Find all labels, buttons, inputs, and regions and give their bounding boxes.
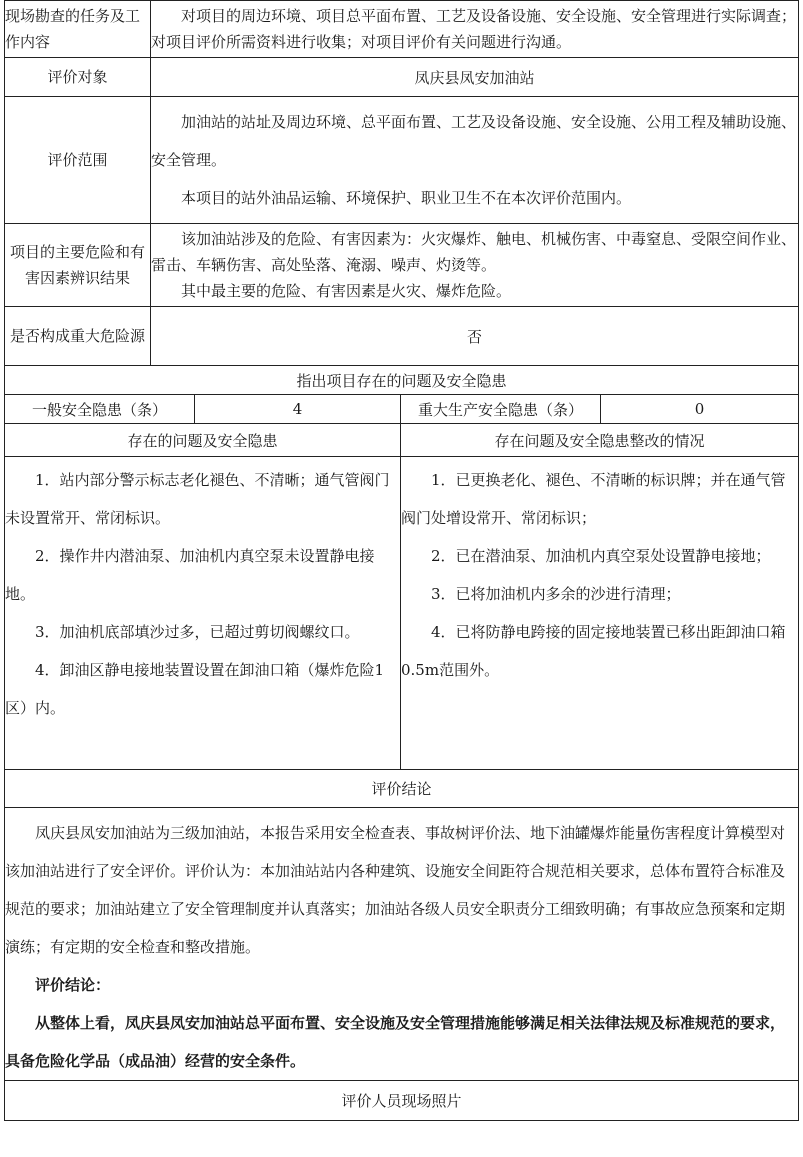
survey-text: 对项目的周边环境、项目总平面布置、工艺及设备设施、安全设施、安全管理进行实际调查；对项目评价所需资料进行收集；对项目评价有关问题进行沟通。 (151, 7, 797, 51)
hazards-label: 项目的主要危险和有害因素辨识结果 (5, 224, 151, 307)
issues-header-row (5, 424, 799, 457)
general-hazard-count: 4 (195, 395, 401, 424)
issues-table (4, 365, 799, 770)
issues-body-row (5, 457, 799, 770)
hazards-row (5, 224, 799, 307)
problem-item: 4．卸油区静电接地装置设置在卸油口箱（爆炸危险1区）内。 (5, 661, 385, 717)
major-hazard-count: 0 (601, 395, 799, 424)
conclusion-table (4, 769, 799, 1121)
object-row (5, 58, 799, 97)
major-source-row (5, 307, 799, 366)
scope-paragraph: 本项目的站外油品运输、环境保护、职业卫生不在本次评价范围内。 (181, 189, 632, 207)
issues-title-row (5, 366, 799, 395)
survey-label: 现场勘查的任务及工作内容 (5, 1, 151, 58)
conclusion-title: 评价结论 (5, 770, 799, 808)
conclusion-body-row (5, 808, 799, 1081)
problem-item: 1．站内部分警示标志老化褪色、不清晰；通气管阀门未设置常开、常闭标识。 (5, 471, 390, 527)
rectification-item: 1．已更换老化、褪色、不清晰的标识牌；并在通气管阀门处增设常开、常闭标识； (401, 471, 786, 527)
issues-count-row (5, 395, 799, 424)
major-source-label: 是否构成重大危险源 (5, 307, 151, 366)
problem-item: 3．加油机底部填沙过多，已超过剪切阀螺纹口。 (35, 623, 360, 641)
rectification-item: 3．已将加油机内多余的沙进行清理； (431, 585, 681, 603)
object-value: 凤庆县凤安加油站 (151, 58, 799, 97)
conclusion-title-row (5, 770, 799, 808)
rectification-column-header: 存在问题及安全隐患整改的情况 (401, 424, 799, 457)
object-label: 评价对象 (5, 58, 151, 97)
conclusion-final: 从整体上看，凤庆县凤安加油站总平面布置、安全设施及安全管理措施能够满足相关法律法规及标准规范的要求，具备危险化学品（成品油）经营的安全条件。 (5, 1014, 786, 1070)
scope-label: 评价范围 (5, 97, 151, 224)
project-info-table (4, 0, 799, 366)
conclusion-body: 凤庆县凤安加油站为三级加油站，本报告采用安全检查表、事故树评价法、地下油罐爆炸能量伤害程度计算模型对该加油站进行了安全评价。评价认为：本加油站站内各种建筑、设施安全间距符合规范相关要求，总体布置符合标准及规范的要求；加油站建立了安全管理制度并认真落实；加油站各级人员安全职责分工细致明确；有事故应急预案和定期演练；有定期的安全检查和整改措施。 (5, 824, 786, 956)
hazards-paragraph: 该加油站涉及的危险、有害因素为：火灾爆炸、触电、机械伤害、中毒窒息、受限空间作业、雷击、车辆伤害、高处坠落、淹溺、噪声、灼烫等。 (151, 230, 797, 274)
major-source-value: 否 (151, 307, 799, 366)
problem-item: 2．操作井内潜油泵、加油机内真空泵未设置静电接地。 (5, 547, 375, 603)
scope-row (5, 97, 799, 224)
rectification-item: 4．已将防静电跨接的固定接地装置已移出距卸油口箱0.5m范围外。 (401, 623, 786, 679)
issues-title: 指出项目存在的问题及安全隐患 (5, 366, 799, 395)
survey-row (5, 1, 799, 58)
conclusion-heading: 评价结论： (35, 976, 111, 994)
rectification-item: 2．已在潜油泵、加油机内真空泵处设置静电接地； (431, 547, 771, 565)
scope-paragraph: 加油站的站址及周边环境、总平面布置、工艺及设备设施、安全设施、公用工程及辅助设施、安全管理。 (151, 113, 797, 169)
general-hazard-label: 一般安全隐患（条） (5, 395, 195, 424)
problems-column-header: 存在的问题及安全隐患 (5, 424, 401, 457)
evaluation-form (4, 0, 798, 1121)
major-hazard-label: 重大生产安全隐患（条） (401, 395, 601, 424)
photos-row (5, 1081, 799, 1121)
photos-title: 评价人员现场照片 (5, 1081, 799, 1121)
hazards-paragraph: 其中最主要的危险、有害因素是火灾、爆炸危险。 (181, 282, 512, 300)
